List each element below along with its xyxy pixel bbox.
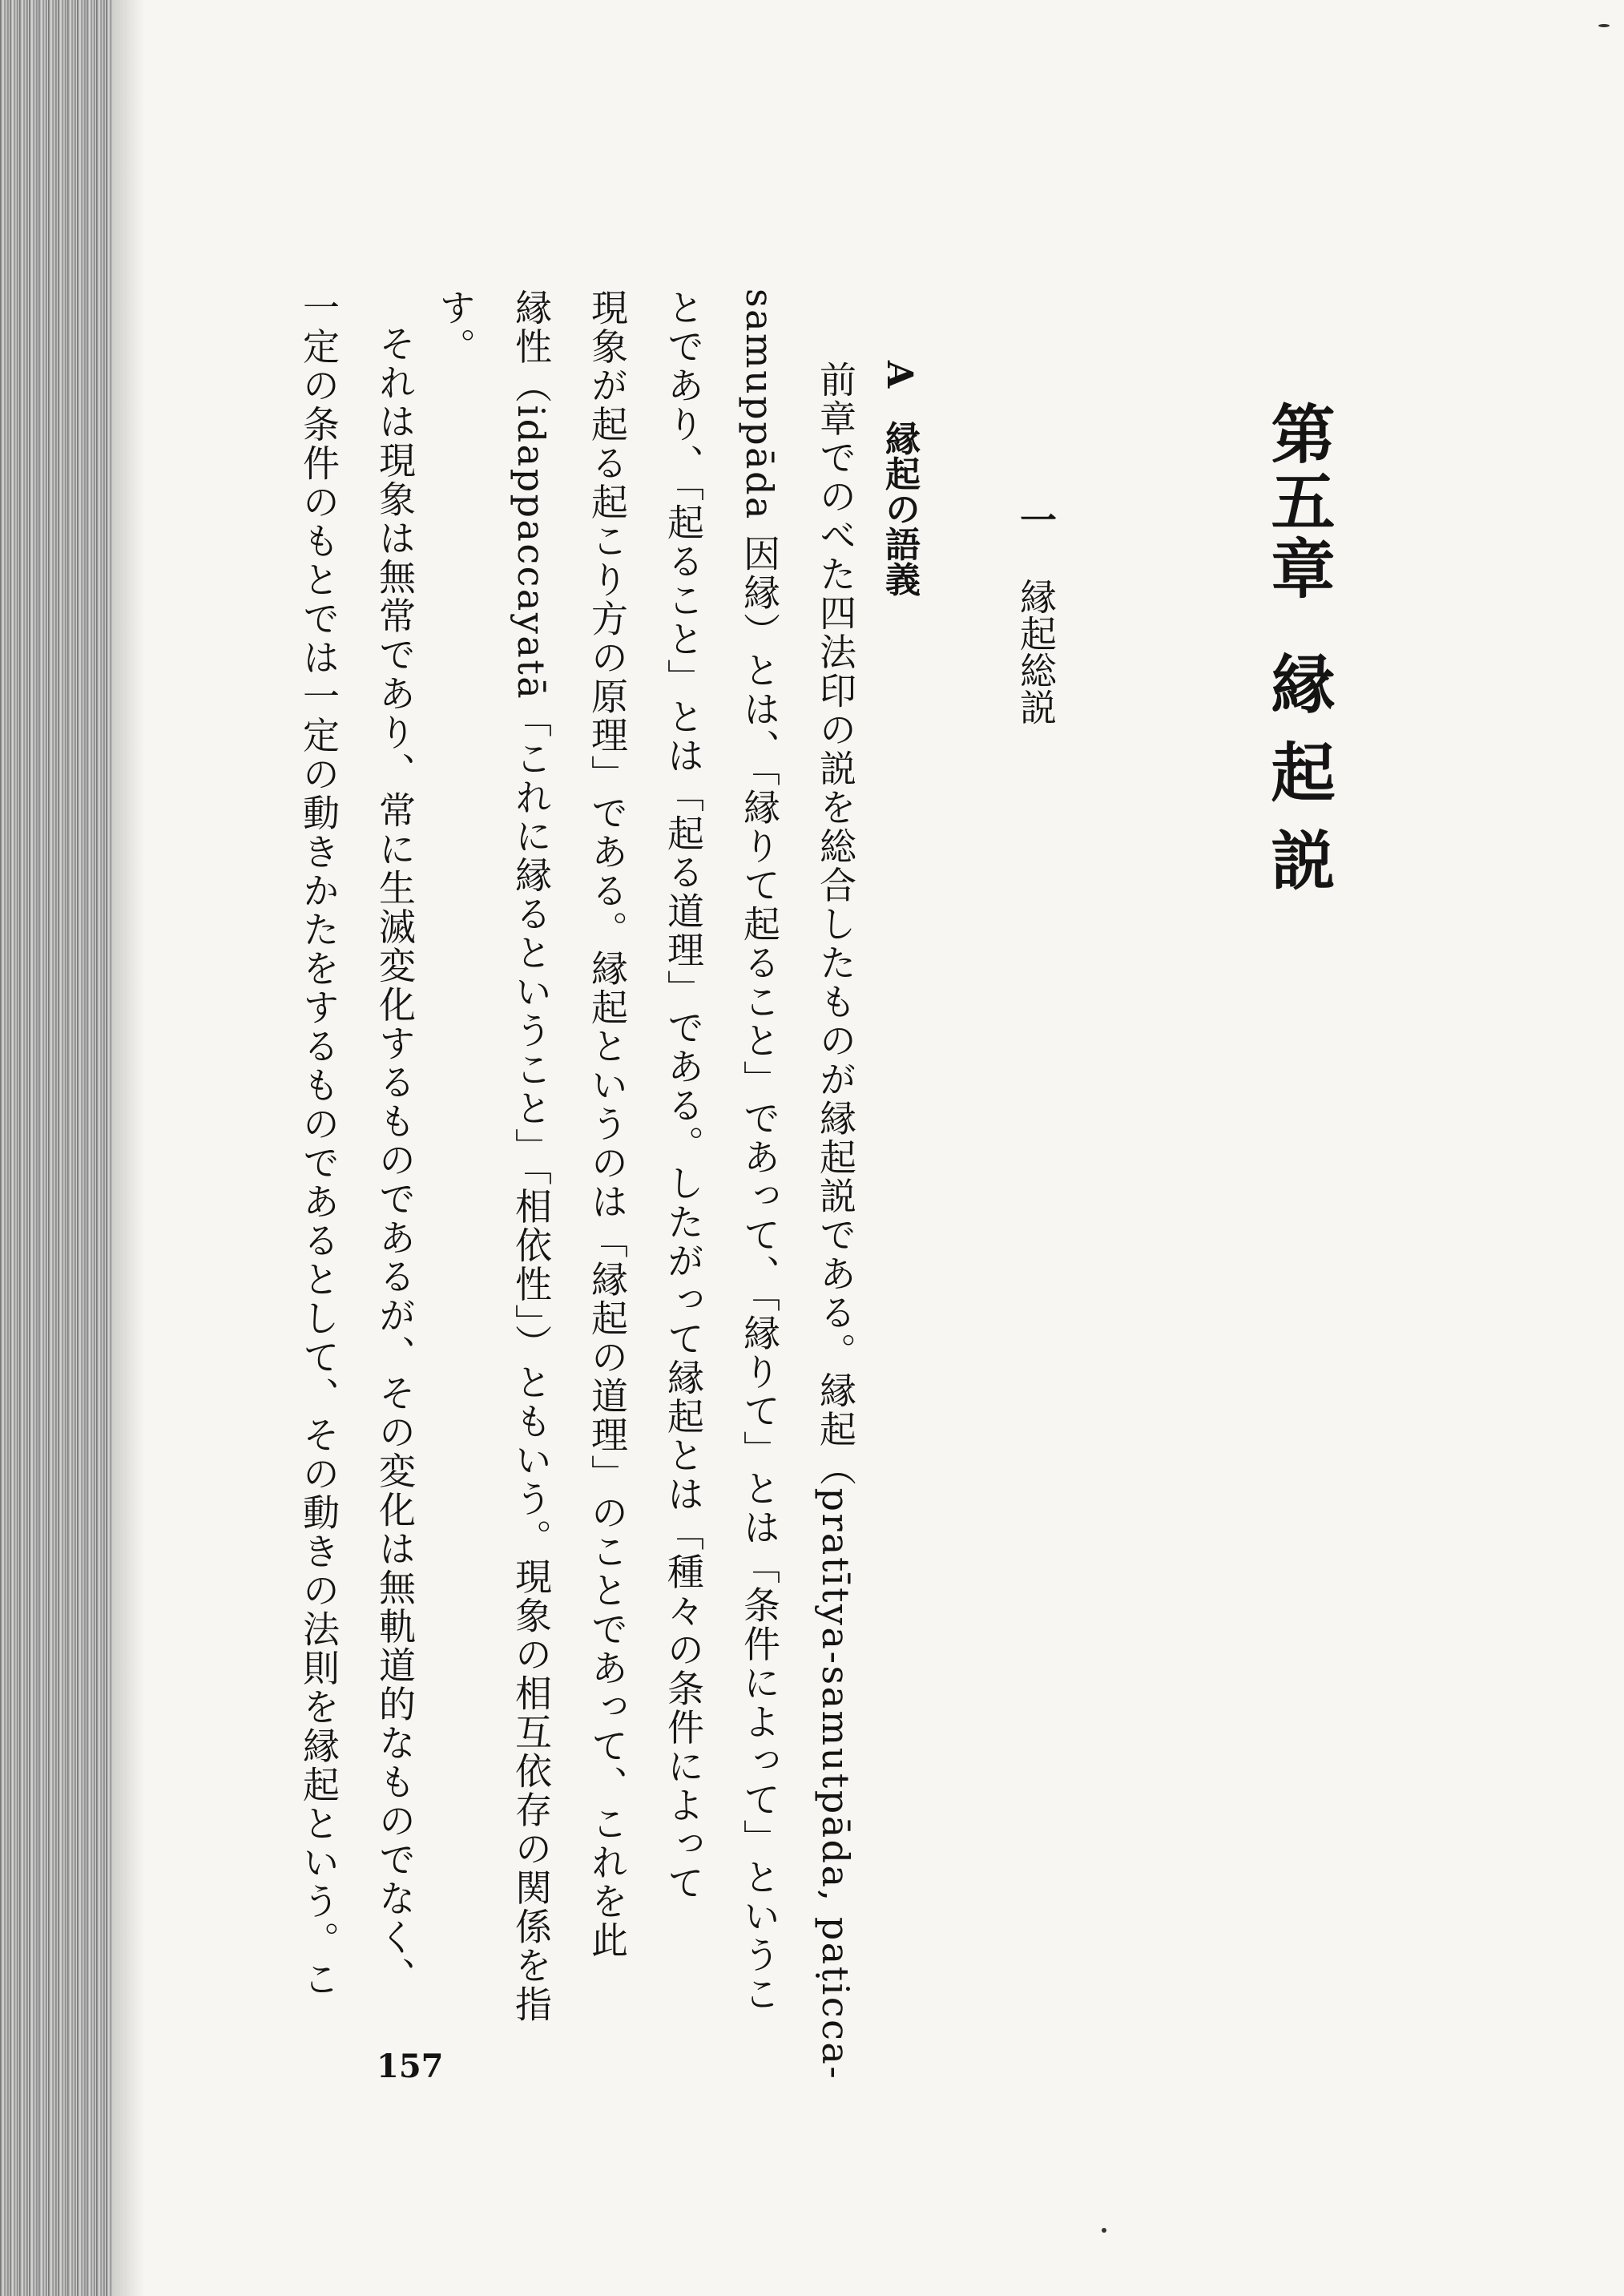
book-binding-edge — [0, 0, 112, 2296]
body-line-5: 縁性（idappaccayatā「これに縁るということ」「相依性」）ともいう。現象の相互依存の関係を指 — [510, 289, 553, 2024]
scan-speck — [1598, 24, 1610, 27]
body-line-2: samuppāda 因縁）とは、「縁りて起ること」であって、「縁りて」とは「条件によって」というこ — [738, 289, 781, 2014]
body-line-7: それは現象は無常であり、常に生滅変化するものであるが、その変化は無軌道的なものでなく、 — [373, 325, 417, 1996]
subsection-label: A — [879, 361, 920, 389]
body-line-6: す。 — [433, 289, 477, 366]
section-title: 縁起総説 — [1014, 578, 1058, 725]
section-heading — [1014, 501, 1058, 725]
scan-speck — [1102, 2228, 1106, 2233]
body-line-4: 現象が起る起こり方の原理」である。縁起というのは「縁起の道理」のことであって、これを此 — [586, 289, 629, 1960]
section-number: 一 — [1014, 501, 1058, 538]
page-number: 157 — [377, 2048, 444, 2085]
body-line-8: 一定の条件のもとでは一定の動きかたをするものであるとして、その動きの法則を縁起という。こ — [297, 289, 341, 1999]
subsection-heading — [879, 361, 920, 597]
chapter-title — [1260, 401, 1336, 915]
chapter-title-text: 縁起説 — [1260, 651, 1336, 915]
chapter-number-label: 第五章 — [1260, 401, 1336, 603]
subsection-title: 縁起の語義 — [879, 420, 920, 597]
body-line-1: 前章でのべた四法印の説を総合したものが縁起説である。縁起（pratītya-samutpāda, paṭicca- — [814, 361, 857, 2081]
body-line-3: とであり、「起ること」とは「起る道理」である。したがって縁起とは「種々の条件によって — [662, 289, 705, 1903]
